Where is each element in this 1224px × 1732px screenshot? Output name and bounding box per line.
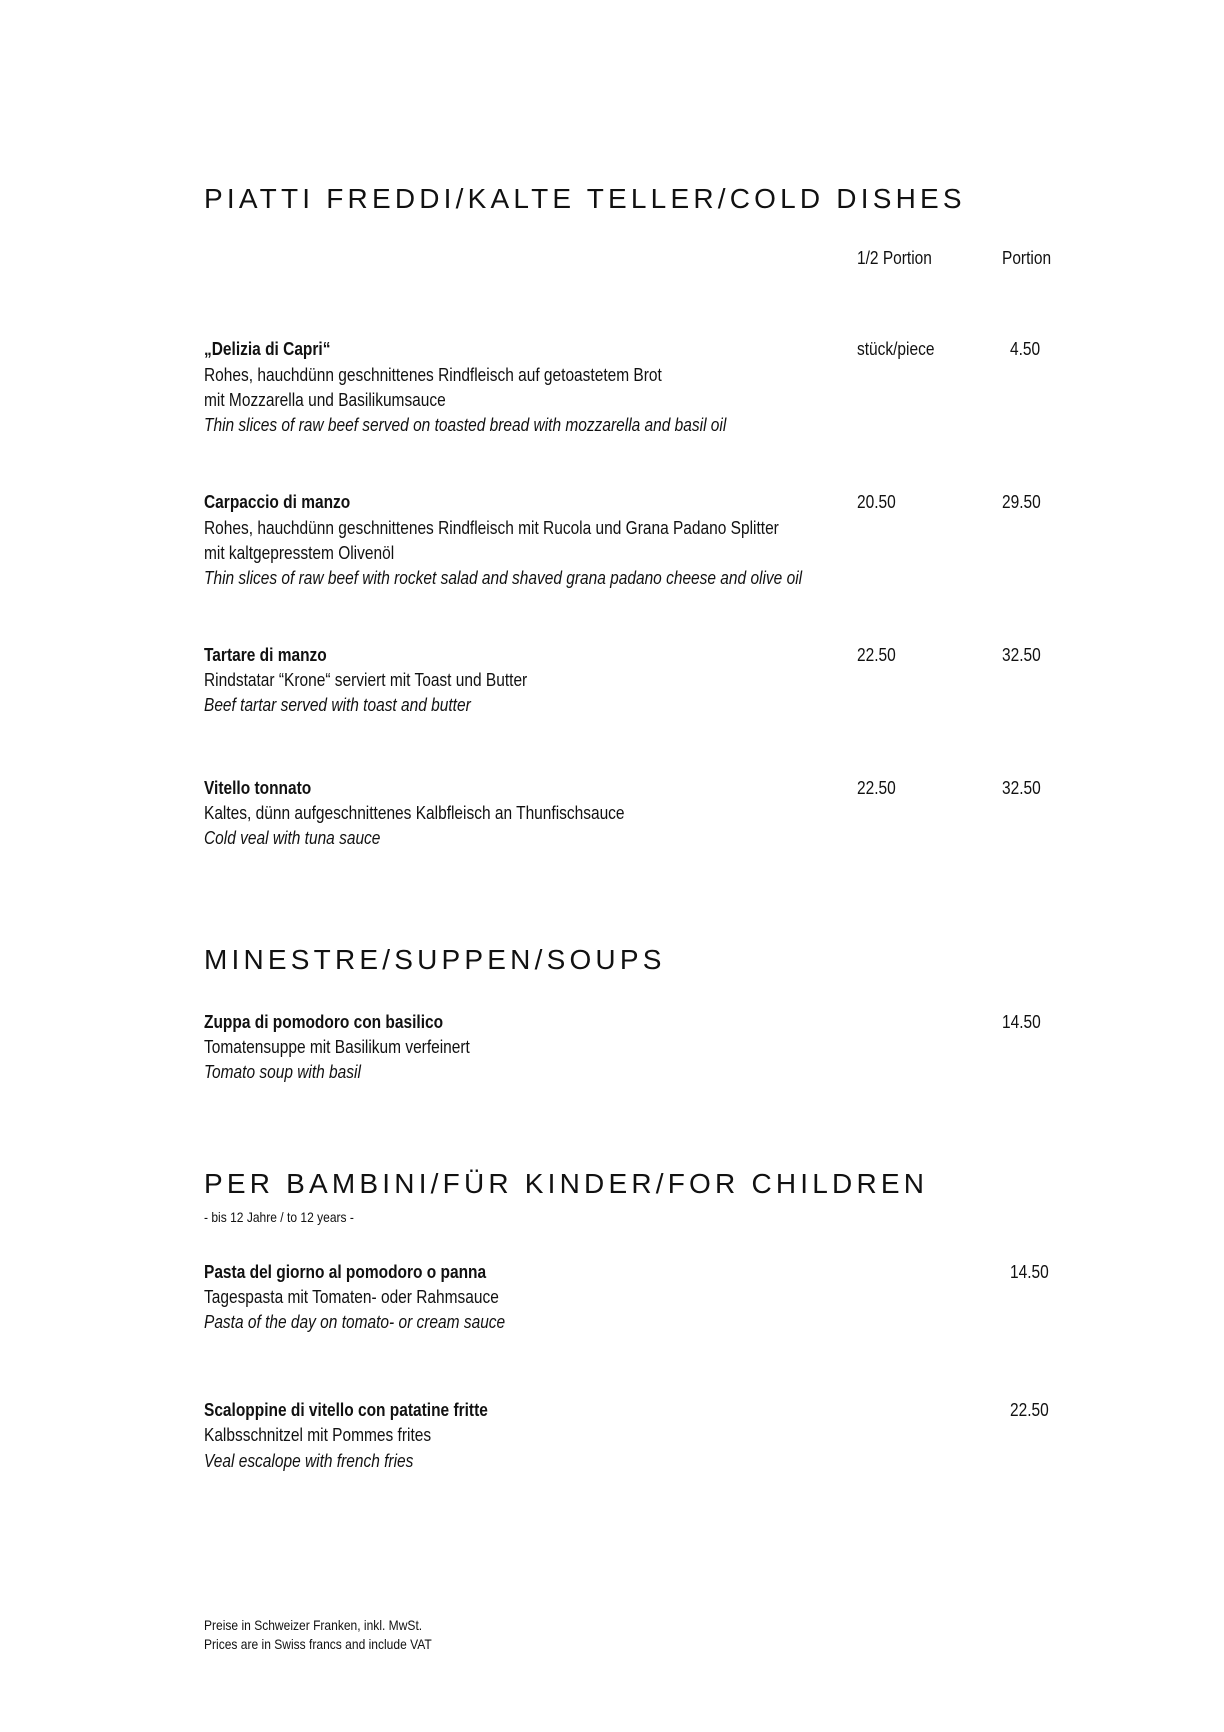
- dish-description: mit Mozzarella und Basilikumsauce: [204, 390, 446, 410]
- column-header-portion: Portion: [1002, 248, 1052, 268]
- dish-name: „Delizia di Capri“: [204, 339, 331, 359]
- section-title-children: PER BAMBINI/FÜR KINDER/FOR CHILDREN: [204, 1168, 929, 1199]
- dish-description: Tomatensuppe mit Basilikum verfeinert: [204, 1037, 470, 1057]
- age-note: - bis 12 Jahre / to 12 years -: [204, 1209, 354, 1225]
- dish-name: Tartare di manzo: [204, 645, 327, 665]
- dish-english: Cold veal with tuna sauce: [204, 828, 381, 848]
- dish-name: Carpaccio di manzo: [204, 492, 351, 512]
- footer-note-german: Preise in Schweizer Franken, inkl. MwSt.: [204, 1617, 423, 1633]
- price-full: 4.50: [1010, 339, 1041, 359]
- dish-english: Veal escalope with french fries: [204, 1451, 414, 1471]
- dish-description: Tagespasta mit Tomaten- oder Rahmsauce: [204, 1287, 499, 1307]
- price-half: 22.50: [857, 645, 896, 665]
- dish-description: Kalbsschnitzel mit Pommes frites: [204, 1425, 432, 1445]
- dish-english: Thin slices of raw beef served on toasted bread with mozzarella and basil oil: [204, 415, 727, 435]
- dish-description: Rohes, hauchdünn geschnittenes Rindfleisch auf getoastetem Brot: [204, 365, 662, 385]
- price-half: 22.50: [857, 778, 896, 798]
- dish-english: Tomato soup with basil: [204, 1062, 361, 1082]
- price-half: stück/piece: [857, 339, 935, 359]
- dish-description: mit kaltgepresstem Olivenöl: [204, 543, 395, 563]
- dish-english: Thin slices of raw beef with rocket salad and shaved grana padano cheese and olive oil: [204, 568, 803, 588]
- price-full: 32.50: [1002, 778, 1041, 798]
- price-full: 32.50: [1002, 645, 1041, 665]
- dish-name: Vitello tonnato: [204, 778, 312, 798]
- dish-description: Kaltes, dünn aufgeschnittenes Kalbfleisch an Thunfischsauce: [204, 803, 625, 823]
- dish-description: Rohes, hauchdünn geschnittenes Rindfleisch mit Rucola und Grana Padano Splitter: [204, 518, 779, 538]
- dish-name: Zuppa di pomodoro con basilico: [204, 1012, 444, 1032]
- price-full: 14.50: [1002, 1012, 1041, 1032]
- price-half: 20.50: [857, 492, 896, 512]
- dish-name: Pasta del giorno al pomodoro o panna: [204, 1262, 487, 1282]
- dish-name: Scaloppine di vitello con patatine fritte: [204, 1400, 488, 1420]
- footer-note-english: Prices are in Swiss francs and include VAT: [204, 1636, 432, 1652]
- price-full: 14.50: [1010, 1262, 1049, 1282]
- price-full: 22.50: [1010, 1400, 1049, 1420]
- dish-english: Pasta of the day on tomato- or cream sauce: [204, 1312, 506, 1332]
- column-header-half-portion: 1/2 Portion: [857, 248, 932, 268]
- section-title-soups: MINESTRE/SUPPEN/SOUPS: [204, 944, 666, 975]
- dish-english: Beef tartar served with toast and butter: [204, 695, 471, 715]
- section-title-cold-dishes: PIATTI FREDDI/KALTE TELLER/COLD DISHES: [204, 183, 966, 214]
- price-full: 29.50: [1002, 492, 1041, 512]
- dish-description: Rindstatar “Krone“ serviert mit Toast und Butter: [204, 670, 528, 690]
